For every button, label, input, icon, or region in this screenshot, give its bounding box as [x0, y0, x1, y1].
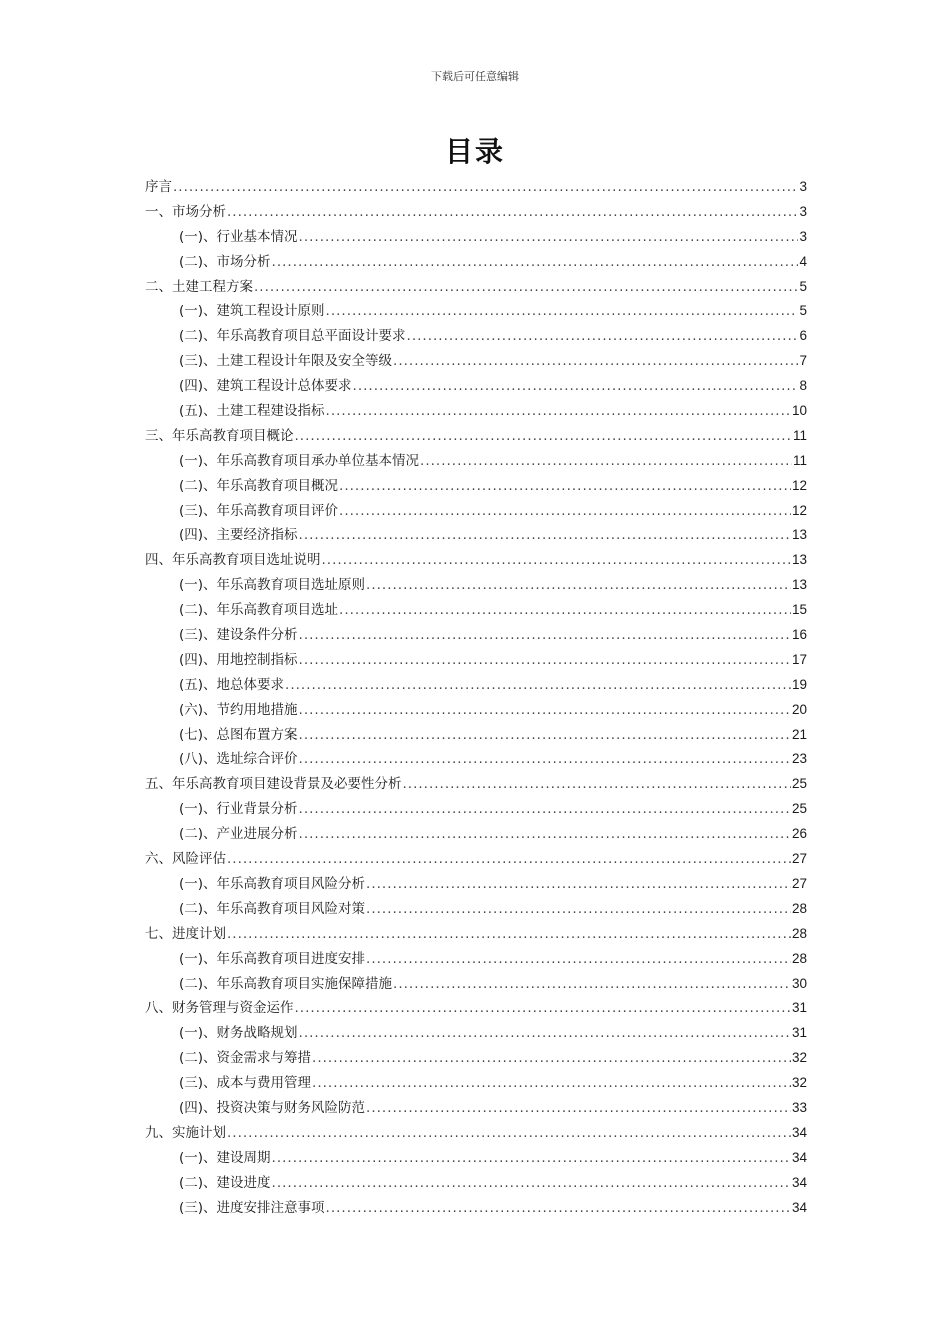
toc-leader-dots [353, 374, 799, 399]
toc-leader-dots [227, 922, 791, 947]
toc-leader-dots [272, 250, 799, 275]
table-of-contents [145, 175, 807, 1220]
toc-entry-text: 一、市场分析 [145, 203, 226, 220]
toc-page-number: 10 [791, 403, 807, 419]
toc-leader-dots [299, 648, 791, 673]
toc-entry[interactable] [145, 299, 807, 324]
toc-page-number: 26 [791, 826, 807, 842]
toc-entry[interactable] [145, 424, 807, 449]
toc-entry[interactable] [145, 1046, 807, 1071]
toc-entry[interactable] [145, 275, 807, 300]
toc-page-number: 11 [792, 427, 807, 443]
toc-page-number: 25 [791, 801, 807, 817]
toc-entry-text: (四)、主要经济指标 [179, 527, 298, 544]
toc-leader-dots [299, 698, 791, 723]
toc-entry[interactable] [145, 922, 807, 947]
toc-page-number: 3 [799, 228, 807, 244]
toc-page-number: 3 [799, 203, 807, 219]
toc-page-number: 4 [799, 253, 807, 269]
toc-leader-dots [254, 275, 798, 300]
toc-leader-dots [393, 349, 798, 374]
toc-leader-dots [339, 499, 791, 524]
toc-page-number: 34 [791, 1199, 807, 1215]
toc-leader-dots [295, 996, 791, 1021]
toc-page-number: 3 [799, 179, 807, 194]
toc-entry[interactable] [145, 772, 807, 797]
toc-page-number: 20 [791, 701, 807, 717]
toc-title: 目录 [444, 135, 505, 168]
toc-entry[interactable] [145, 1071, 807, 1096]
toc-entry[interactable] [145, 822, 807, 847]
toc-entry-text: (三)、年乐高教育项目评价 [179, 502, 339, 519]
toc-entry[interactable] [145, 872, 807, 897]
toc-entry[interactable] [145, 499, 807, 524]
toc-leader-dots [339, 598, 791, 623]
toc-entry-text: (三)、建设条件分析 [179, 627, 298, 644]
toc-entry[interactable] [145, 847, 807, 872]
toc-page-number: 25 [791, 776, 807, 792]
toc-entry-text: 二、土建工程方案 [145, 278, 253, 295]
toc-entry-text: (五)、土建工程建设指标 [179, 403, 325, 420]
toc-entry[interactable] [145, 1171, 807, 1196]
toc-entry[interactable] [145, 175, 807, 200]
toc-page-number: 11 [792, 452, 807, 468]
toc-page-number: 34 [791, 1174, 807, 1190]
toc-leader-dots [285, 673, 791, 698]
toc-page-number: 12 [791, 502, 807, 518]
toc-page-number: 28 [791, 900, 807, 916]
toc-entry-text: (二)、建设进度 [179, 1174, 271, 1191]
toc-leader-dots [393, 972, 791, 997]
toc-leader-dots [272, 1146, 791, 1171]
toc-leader-dots [227, 1121, 791, 1146]
toc-entry-text: (一)、行业背景分析 [179, 801, 298, 818]
toc-entry-text: 八、财务管理与资金运作 [145, 1000, 294, 1017]
toc-entry-text: (二)、产业进展分析 [179, 826, 298, 843]
toc-leader-dots [299, 1021, 791, 1046]
toc-entry[interactable] [145, 225, 807, 250]
toc-entry[interactable] [145, 1196, 807, 1221]
toc-page-number: 13 [791, 577, 807, 593]
toc-page-number: 31 [791, 1000, 807, 1016]
toc-entry-text: (七)、总图布置方案 [179, 726, 298, 743]
toc-entry[interactable] [145, 698, 807, 723]
toc-leader-dots [322, 548, 791, 573]
toc-page-number: 28 [791, 950, 807, 966]
toc-entry[interactable] [145, 1021, 807, 1046]
toc-leader-dots [366, 947, 791, 972]
toc-page-number: 5 [799, 303, 807, 319]
toc-page-number: 19 [791, 676, 807, 692]
toc-leader-dots [173, 175, 798, 200]
toc-entry-text: (四)、投资决策与财务风险防范 [179, 1099, 366, 1116]
toc-leader-dots [326, 1196, 791, 1221]
toc-page-number: 16 [791, 627, 807, 643]
toc-entry[interactable] [145, 200, 807, 225]
toc-page-number: 23 [791, 751, 807, 767]
toc-entry-text: 七、进度计划 [145, 925, 226, 942]
toc-entry[interactable] [145, 747, 807, 772]
toc-entry[interactable] [145, 797, 807, 822]
toc-page-number: 27 [791, 851, 807, 867]
toc-leader-dots [366, 872, 791, 897]
toc-entry-text: (四)、建筑工程设计总体要求 [179, 378, 352, 395]
toc-leader-dots [366, 573, 791, 598]
toc-page-number: 17 [791, 651, 807, 667]
toc-page-number: 13 [791, 527, 807, 543]
toc-leader-dots [227, 847, 791, 872]
toc-entry-text: 三、年乐高教育项目概论 [145, 427, 294, 444]
toc-entry-text: 九、实施计划 [145, 1124, 226, 1141]
toc-leader-dots [420, 449, 792, 474]
toc-entry-text: (三)、土建工程设计年限及安全等级 [179, 353, 393, 370]
toc-page-number: 31 [791, 1025, 807, 1041]
toc-leader-dots [403, 772, 791, 797]
toc-leader-dots [299, 723, 791, 748]
toc-entry-text: (六)、节约用地措施 [179, 701, 298, 718]
toc-entry[interactable] [145, 399, 807, 424]
toc-entry[interactable] [145, 598, 807, 623]
toc-entry-text: 四、年乐高教育项目选址说明 [145, 552, 321, 569]
toc-entry[interactable] [145, 349, 807, 374]
toc-entry[interactable] [145, 548, 807, 573]
toc-page-number: 15 [791, 602, 807, 618]
toc-leader-dots [326, 399, 791, 424]
toc-entry-text: (八)、选址综合评价 [179, 751, 298, 768]
toc-entry-text: (一)、建筑工程设计原则 [179, 303, 325, 320]
toc-entry-text: (四)、用地控制指标 [179, 651, 298, 668]
toc-leader-dots [299, 523, 791, 548]
toc-entry[interactable] [145, 523, 807, 548]
toc-leader-dots [299, 822, 791, 847]
toc-page-number: 34 [791, 1149, 807, 1165]
toc-entry-text: (一)、年乐高教育项目承办单位基本情况 [179, 452, 420, 469]
toc-entry[interactable] [145, 250, 807, 275]
toc-leader-dots [272, 1171, 791, 1196]
toc-leader-dots [366, 897, 791, 922]
toc-entry[interactable] [145, 673, 807, 698]
toc-entry[interactable] [145, 972, 807, 997]
toc-entry[interactable] [145, 648, 807, 673]
toc-entry[interactable] [145, 723, 807, 748]
toc-entry-text: (二)、年乐高教育项目实施保障措施 [179, 975, 393, 992]
toc-entry[interactable] [145, 374, 807, 399]
toc-entry-text: (三)、成本与费用管理 [179, 1075, 312, 1092]
toc-page-number: 33 [791, 1099, 807, 1115]
toc-entry-text: (一)、建设周期 [179, 1149, 271, 1166]
toc-entry-text: (二)、年乐高教育项目选址 [179, 602, 339, 619]
toc-leader-dots [339, 474, 791, 499]
toc-entry-text: 五、年乐高教育项目建设背景及必要性分析 [145, 776, 402, 793]
toc-entry-text: (一)、年乐高教育项目风险分析 [179, 875, 366, 892]
toc-page-number: 32 [791, 1075, 807, 1091]
toc-entry-text: (二)、市场分析 [179, 253, 271, 270]
toc-leader-dots [312, 1046, 791, 1071]
toc-entry[interactable] [145, 324, 807, 349]
toc-entry-text: (一)、财务战略规划 [179, 1025, 298, 1042]
toc-entry-text: 六、风险评估 [145, 851, 226, 868]
toc-entry-text: (二)、年乐高教育项目总平面设计要求 [179, 328, 406, 345]
toc-leader-dots [299, 225, 799, 250]
toc-leader-dots [299, 623, 791, 648]
toc-entry[interactable] [145, 1096, 807, 1121]
toc-entry-text: (二)、年乐高教育项目风险对策 [179, 900, 366, 917]
toc-leader-dots [407, 324, 799, 349]
toc-entry-text: (二)、资金需求与筹措 [179, 1050, 312, 1067]
toc-leader-dots [299, 797, 791, 822]
toc-leader-dots [326, 299, 799, 324]
toc-entry[interactable] [145, 1146, 807, 1171]
toc-page-number: 13 [791, 552, 807, 568]
toc-entry-text: (一)、行业基本情况 [179, 228, 298, 245]
toc-page-number: 30 [791, 975, 807, 991]
toc-page-number: 32 [791, 1050, 807, 1066]
toc-page-number: 7 [799, 353, 807, 369]
toc-entry[interactable] [145, 474, 807, 499]
toc-entry-text: (五)、地总体要求 [179, 676, 285, 693]
toc-entry-text: 序言 [145, 179, 172, 195]
toc-page-number: 34 [791, 1124, 807, 1140]
toc-page-number: 28 [791, 925, 807, 941]
toc-page-number: 27 [791, 875, 807, 891]
toc-entry[interactable] [145, 1121, 807, 1146]
toc-leader-dots [227, 200, 798, 225]
toc-leader-dots [366, 1096, 791, 1121]
header-note: 下载后可任意编辑 [431, 70, 519, 83]
toc-page-number: 21 [791, 726, 807, 742]
toc-entry[interactable] [145, 947, 807, 972]
toc-entry-text: (三)、进度安排注意事项 [179, 1199, 325, 1216]
toc-leader-dots [299, 747, 791, 772]
toc-page-number: 12 [791, 477, 807, 493]
toc-page-number: 5 [799, 278, 807, 294]
toc-entry[interactable] [145, 449, 807, 474]
toc-entry[interactable] [145, 623, 807, 648]
toc-entry[interactable] [145, 996, 807, 1021]
toc-page-number: 8 [799, 378, 807, 394]
toc-entry-text: (一)、年乐高教育项目进度安排 [179, 950, 366, 967]
toc-entry[interactable] [145, 897, 807, 922]
toc-entry-text: (二)、年乐高教育项目概况 [179, 477, 339, 494]
toc-page-number: 6 [799, 328, 807, 344]
toc-entry-text: (一)、年乐高教育项目选址原则 [179, 577, 366, 594]
toc-leader-dots [295, 424, 792, 449]
toc-leader-dots [312, 1071, 791, 1096]
toc-entry[interactable] [145, 573, 807, 598]
